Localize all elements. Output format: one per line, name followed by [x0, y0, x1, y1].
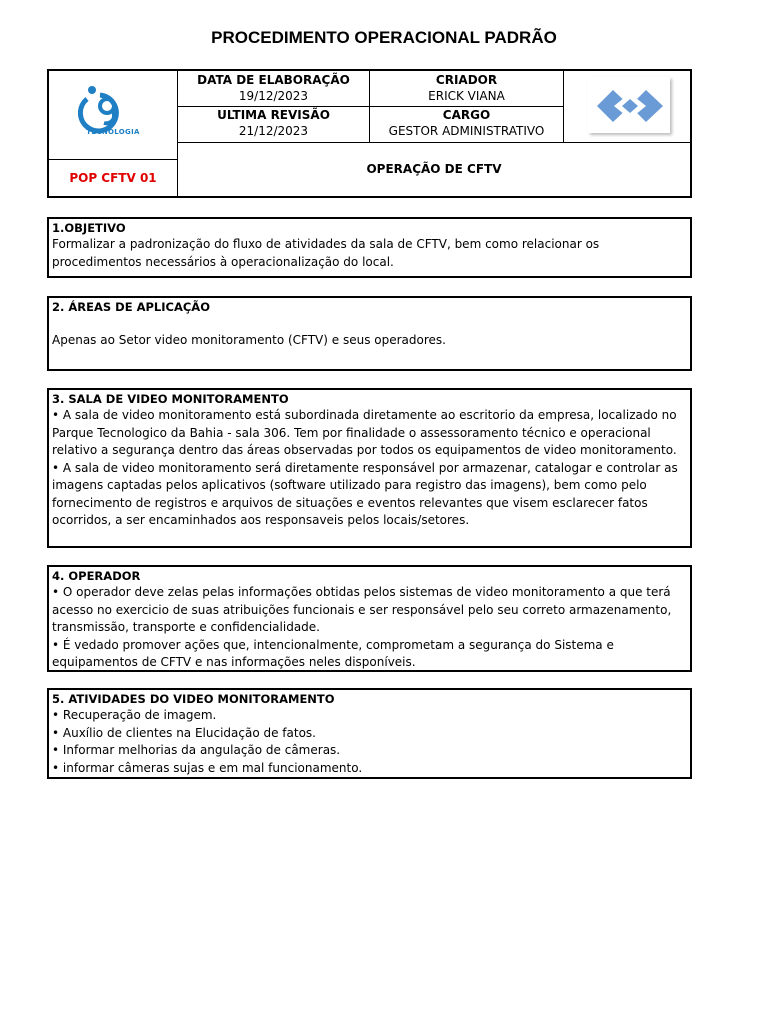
section-atividades	[47, 688, 692, 779]
partner-logo	[564, 71, 690, 142]
section-paragraph: • A sala de video monitoramento está subordinada diretamente ao escritorio da empresa, localizado no Parque Tecnologico da Bahia - sala 306. Tem por finalidade o assessoramento técnico e operacional relativo a segurança dentro das áreas observadas por todos os equipamentos de video monitoramento.	[52, 408, 677, 457]
section-text: Formalizar a padronização do fluxo de atividades da sala de CFTV, bem como relacionar os procedimentos necessários à operacionalização do local.	[52, 237, 600, 269]
list-item: • Informar melhorias da angulação de câmeras.	[52, 743, 341, 757]
logo-text: TECNOLOGIA	[86, 128, 140, 136]
section-title: 3. SALA DE VIDEO MONITORAMENTO	[52, 392, 289, 406]
section-text: Apenas ao Setor video monitoramento (CFTV) e seus operadores.	[52, 333, 446, 347]
list-item: • Recuperação de imagem.	[52, 708, 217, 722]
section-title: 1.OBJETIVO	[52, 221, 126, 235]
ultima-revisao-label: ULTIMA REVISÃO	[217, 108, 330, 122]
cargo-value: GESTOR ADMINISTRATIVO	[388, 124, 545, 138]
criador-label: CRIADOR	[435, 73, 498, 87]
section-paragraph: • O operador deve zelas pelas informações obtidas pelos sistemas de video monitoramento a que terá acesso no exercicio de suas atribuições funcionais e ser responsável pelo seu correto armazenamento, transmissão, transporte e confidencialidade.	[52, 585, 672, 634]
section-title: 2. ÁREAS DE APLICAÇÃO	[52, 300, 210, 314]
page-title: PROCEDIMENTO OPERACIONAL PADRÃO	[211, 28, 557, 47]
section-areas	[47, 296, 692, 371]
ultima-revisao-value: 21/12/2023	[238, 124, 309, 138]
section-sala	[47, 388, 692, 548]
criador-value: ERICK VIANA	[428, 89, 505, 103]
section-operador	[47, 565, 692, 672]
header-table	[47, 69, 692, 198]
section-title: 5. ATIVIDADES DO VIDEO MONITORAMENTO	[52, 692, 335, 706]
section-paragraph: • É vedado promover ações que, intencionalmente, comprometam a segurança do Sistema e equipamentos de CFTV e nas informações neles disponíveis.	[52, 637, 614, 669]
section-title: 4. OPERADOR	[52, 569, 141, 583]
pop-code: POP CFTV 01	[69, 171, 157, 185]
diamond-logo-icon	[597, 90, 663, 122]
list-item: • informar câmeras sujas e em mal funcionamento.	[52, 760, 363, 775]
doc-subject: OPERAÇÃO DE CFTV	[366, 162, 502, 176]
data-elaboracao-value: 19/12/2023	[238, 89, 309, 103]
list-item: • Auxílio de clientes na Elucidação de fatos.	[52, 725, 316, 740]
section-paragraph: • A sala de video monitoramento será diretamente responsável por armazenar, catalogar e controlar as imagens captadas pelos aplicativos (software utilizado para registro das imagens), bem como pelo fornecimento de registros e arquivos de situações e eventos relevantes que visem esclarecer fatos ocorridos, a ser encaminhados aos responsaveis pelos locais/setores.	[52, 460, 678, 527]
data-elaboracao-label: DATA DE ELABORAÇÃO	[197, 73, 350, 87]
section-objetivo	[47, 217, 692, 278]
company-logo	[49, 71, 177, 159]
cargo-label: CARGO	[442, 108, 491, 122]
i9-logo-icon	[78, 81, 148, 151]
